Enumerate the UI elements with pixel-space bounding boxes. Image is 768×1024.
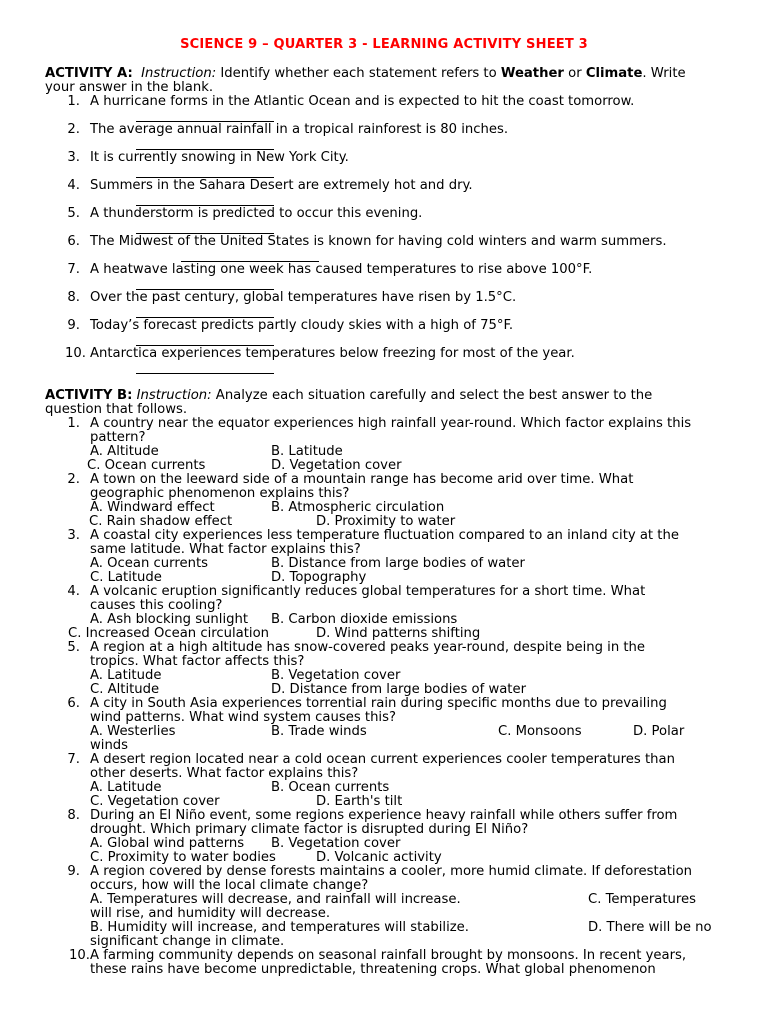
choice-c-continued: will rise, and humidity will decrease. <box>90 906 331 921</box>
statement-text: A heatwave lasting one week has caused temperatures to rise above 100°F. <box>90 262 593 277</box>
choice-a: A. Latitude <box>90 668 162 683</box>
choice-a: A. Altitude <box>90 444 159 459</box>
choice-c: C. Altitude <box>90 682 160 697</box>
statement-text: A thunderstorm is predicted to occur this evening. <box>90 206 423 221</box>
question-number: 6. <box>67 696 80 711</box>
statement-text: Antarctica experiences temperatures below freezing for most of the year. <box>90 346 575 361</box>
choice-d: D. Topography <box>271 570 367 585</box>
activity-a-instruction <box>45 67 686 81</box>
choice-c: C. Ocean currents <box>87 458 206 473</box>
question-text: A desert region located near a cold ocean current experiences cooler temperatures than <box>90 752 675 767</box>
statement-text: It is currently snowing in New York City. <box>90 150 349 165</box>
activity-b-instruction <box>45 389 652 403</box>
question-text: A region at a high altitude has snow-covered peaks year-round, despite being in the <box>90 640 646 655</box>
choice-c: C. Increased Ocean circulation <box>68 626 269 641</box>
answer-blank[interactable] <box>136 373 274 374</box>
question-text: A town on the leeward side of a mountain range has become arid over time. What <box>90 472 634 487</box>
choice-b: B. Atmospheric circulation <box>271 500 445 515</box>
choice-d: D. Earth's tilt <box>316 794 403 809</box>
choice-b: B. Latitude <box>271 444 343 459</box>
item-number: 7. <box>67 262 80 277</box>
question-text: tropics. What factor affects this? <box>90 654 305 669</box>
choice-c: C. Monsoons <box>498 724 582 739</box>
activity-a-instruction-line2: your answer in the blank. <box>45 80 214 95</box>
instruction-text: . Write <box>642 66 686 81</box>
choice-b: B. Distance from large bodies of water <box>271 556 525 571</box>
item-number: 4. <box>67 178 80 193</box>
choice-d: D. Polar <box>633 724 685 739</box>
statement-text: The average annual rainfall in a tropical rainforest is 80 inches. <box>90 122 509 137</box>
question-text: pattern? <box>90 430 146 445</box>
choice-d: D. Proximity to water <box>316 514 456 529</box>
instruction-text: Analyze each situation carefully and select the best answer to the <box>211 388 653 403</box>
question-text: A coastal city experiences less temperature fluctuation compared to an inland city at the <box>90 528 679 543</box>
question-text: geographic phenomenon explains this? <box>90 486 350 501</box>
choice-b: B. Ocean currents <box>271 780 390 795</box>
question-number: 4. <box>67 584 80 599</box>
question-number: 7. <box>67 752 80 767</box>
choice-a: A. Windward effect <box>90 500 215 515</box>
choice-d: D. Vegetation cover <box>271 458 402 473</box>
question-text: occurs, how will the local climate change? <box>90 878 369 893</box>
choice-c: C. Temperatures <box>588 892 696 907</box>
instruction-text: or <box>563 66 586 81</box>
choice-c: C. Rain shadow effect <box>89 514 233 529</box>
choice-b: B. Carbon dioxide emissions <box>271 612 458 627</box>
item-number: 8. <box>67 290 80 305</box>
instruction-label: Instruction: <box>136 388 212 403</box>
keyword-weather: Weather <box>500 66 564 81</box>
choice-a: A. Ocean currents <box>90 556 208 571</box>
question-text: wind patterns. What wind system causes this? <box>90 710 396 725</box>
choice-b: B. Vegetation cover <box>271 668 401 683</box>
question-text: other deserts. What factor explains this? <box>90 766 359 781</box>
page-title: SCIENCE 9 – QUARTER 3 - LEARNING ACTIVITY SHEET 3 <box>180 37 588 52</box>
activity-b-label: ACTIVITY B: <box>45 388 133 403</box>
choice-a: A. Ash blocking sunlight <box>90 612 249 627</box>
statement-text: The Midwest of the United States is known for having cold winters and warm summers. <box>90 234 667 249</box>
choice-a: A. Westerlies <box>90 724 176 739</box>
question-text: same latitude. What factor explains this? <box>90 542 361 557</box>
question-text: causes this cooling? <box>90 598 223 613</box>
question-text: During an El Niño event, some regions experience heavy rainfall while others suffer from <box>90 808 678 823</box>
question-text: drought. Which primary climate factor is disrupted during El Niño? <box>90 822 529 837</box>
choice-a: A. Temperatures will decrease, and rainfall will increase. <box>90 892 461 907</box>
question-text: A volcanic eruption significantly reduces global temperatures for a short time. What <box>90 584 646 599</box>
statement-text: Today’s forecast predicts partly cloudy skies with a high of 75°F. <box>90 318 514 333</box>
item-number: 2. <box>67 122 80 137</box>
instruction-text: Identify whether each statement refers to <box>216 66 501 81</box>
item-number: 1. <box>67 94 80 109</box>
choice-a: A. Global wind patterns <box>90 836 245 851</box>
choice-c: C. Latitude <box>90 570 162 585</box>
question-text: these rains have become unpredictable, threatening crops. What global phenomenon <box>90 962 656 977</box>
question-number: 1. <box>67 416 80 431</box>
question-text: A city in South Asia experiences torrential rain during specific months due to prevailing <box>90 696 667 711</box>
choice-d: D. Distance from large bodies of water <box>271 682 527 697</box>
question-number: 2. <box>67 472 80 487</box>
choice-d: D. Volcanic activity <box>316 850 442 865</box>
statement-text: Summers in the Sahara Desert are extremely hot and dry. <box>90 178 473 193</box>
item-number: 3. <box>67 150 80 165</box>
question-text: A region covered by dense forests maintains a cooler, more humid climate. If deforestation <box>90 864 692 879</box>
item-number: 9. <box>67 318 80 333</box>
item-number: 5. <box>67 206 80 221</box>
question-number: 3. <box>67 528 80 543</box>
statement-text: Over the past century, global temperatures have risen by 1.5°C. <box>90 290 517 305</box>
choice-b: B. Trade winds <box>271 724 367 739</box>
choice-c: C. Vegetation cover <box>90 794 220 809</box>
activity-a-label: ACTIVITY A: <box>45 66 133 81</box>
choice-b: B. Vegetation cover <box>271 836 401 851</box>
statement-text: A hurricane forms in the Atlantic Ocean and is expected to hit the coast tomorrow. <box>90 94 635 109</box>
choice-a: A. Latitude <box>90 780 162 795</box>
instruction-label: Instruction: <box>141 66 217 81</box>
question-text: A country near the equator experiences high rainfall year-round. Which factor explains this <box>90 416 692 431</box>
choice-d-continued: winds <box>90 738 129 753</box>
item-number: 10. <box>65 346 86 361</box>
choice-c: C. Proximity to water bodies <box>90 850 276 865</box>
activity-b-instruction-line2: question that follows. <box>45 402 188 417</box>
choice-b: B. Humidity will increase, and temperatures will stabilize. <box>90 920 469 935</box>
question-number: 5. <box>67 640 80 655</box>
item-number: 6. <box>67 234 80 249</box>
question-number: 9. <box>67 864 80 879</box>
choice-d: D. Wind patterns shifting <box>316 626 481 641</box>
question-number: 10. <box>69 948 90 963</box>
choice-d-continued: significant change in climate. <box>90 934 285 949</box>
choice-d: D. There will be no <box>588 920 712 935</box>
question-text: A farming community depends on seasonal rainfall brought by monsoons. In recent years, <box>90 948 687 963</box>
keyword-climate: Climate <box>585 66 643 81</box>
question-number: 8. <box>67 808 80 823</box>
